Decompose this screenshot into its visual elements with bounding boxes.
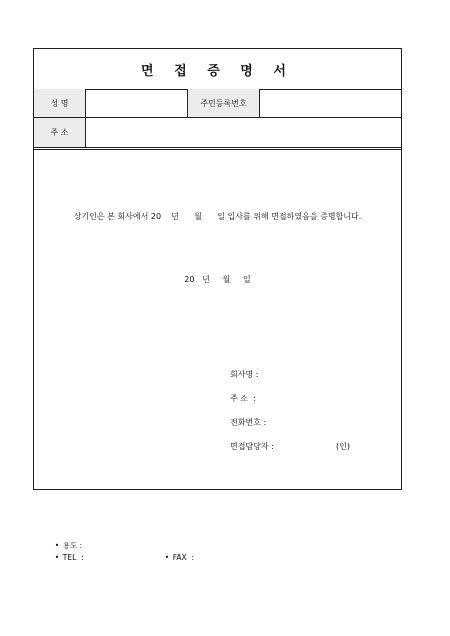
issue-date: 20 년 월 일 <box>184 275 251 284</box>
name-field[interactable] <box>86 89 188 117</box>
document-title: 면 접 증 명 서 <box>34 49 401 90</box>
seal-mark: (인) <box>336 442 350 451</box>
footer-tel <box>50 544 84 562</box>
name-id-row <box>34 89 401 118</box>
address-row <box>34 118 401 150</box>
fax-label: FAX : <box>172 553 194 562</box>
certificate-form <box>33 48 402 490</box>
company-name-label: 회사명 : <box>230 370 259 379</box>
purpose-label: 용도 : <box>62 541 83 550</box>
address-field[interactable] <box>86 118 403 147</box>
bullet-icon: • <box>164 553 170 562</box>
resident-id-field[interactable] <box>260 89 403 117</box>
company-address-label: 주 소 : <box>230 394 256 403</box>
name-label: 성 명 <box>34 89 86 117</box>
tel-label: TEL : <box>62 553 84 562</box>
bullet-icon: • <box>54 541 60 550</box>
certification-statement: 상기인은 본 회사에서 20 년 월 일 입사를 위해 면접하였음을 증명합니다. <box>73 212 362 221</box>
bullet-icon: • <box>54 553 60 562</box>
footer-fax <box>160 544 194 562</box>
resident-id-label: 주민등록번호 <box>188 89 260 117</box>
company-phone-label: 전화번호 : <box>230 418 267 427</box>
address-label: 주 소 <box>34 118 86 147</box>
interviewer-label: 면접담당자 : <box>230 442 274 451</box>
